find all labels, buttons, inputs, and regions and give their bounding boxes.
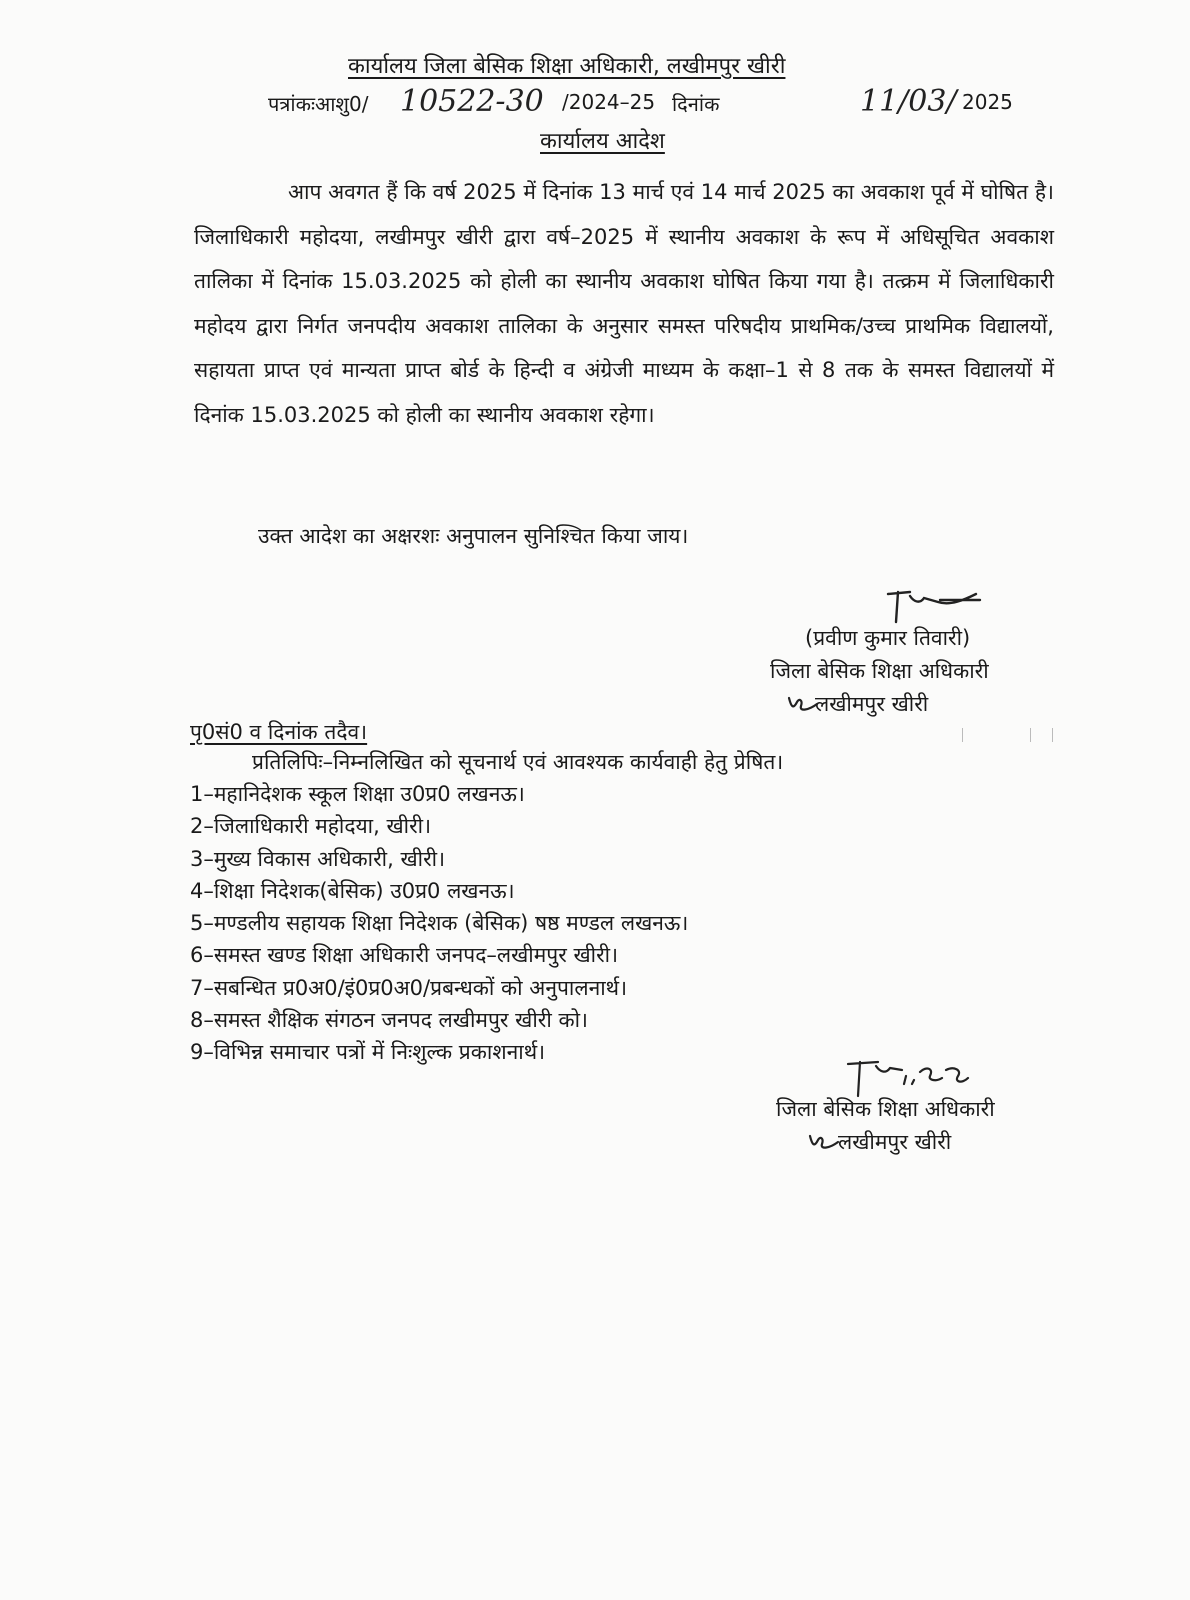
ref-year: /2024–25 (562, 90, 656, 114)
list-item: 6–समस्त खण्ड शिक्षा अधिकारी जनपद–लखीमपुर खीरी। (190, 943, 619, 968)
officer-place-row-2 (838, 1126, 995, 1159)
ref-number-handwritten: 10522-30 (400, 84, 544, 119)
initial-mark-icon (806, 1130, 840, 1154)
copy-intro: प्रतिलिपिः–निम्नलिखित को सूचनार्थ एवं आवश्यक कार्यवाही हेतु प्रेषित। (252, 750, 784, 774)
officer-designation-2: जिला बेसिक शिक्षा अधिकारी (776, 1097, 995, 1121)
list-item: 4–शिक्षा निदेशक(बेसिक) उ0प्र0 लखनऊ। (190, 878, 515, 903)
office-heading: कार्यालय जिला बेसिक शिक्षा अधिकारी, लखीमपुर खीरी (348, 54, 786, 79)
date-year: 2025 (962, 90, 1013, 114)
list-item: 3–मुख्य विकास अधिकारी, खीरी। (190, 846, 446, 871)
reference-line (268, 84, 1028, 124)
scan-mark (962, 728, 963, 742)
officer-place: लखीमपुर खीरी (815, 692, 929, 716)
date-handwritten: 11/03/ (860, 84, 957, 119)
list-item: 9–विभिन्न समाचार पत्रों में निःशुल्क प्रकाशनार्थ। (190, 1040, 546, 1065)
signature-block-1 (770, 622, 989, 721)
ref-prefix: पत्रांकःआशु0/ (268, 92, 369, 116)
initial-mark-icon (785, 692, 819, 716)
officer-place-row (815, 688, 989, 721)
date-label: दिनांक (672, 92, 720, 116)
list-item: 1–महानिदेशक स्कूल शिक्षा उ0प्र0 लखनऊ। (190, 782, 525, 806)
compliance-line: उक्त आदेश का अक्षरशः अनुपालन सुनिश्चित किया जाय। (258, 524, 689, 548)
officer-name: (प्रवीण कुमार तिवारी) (805, 626, 971, 650)
copy-reference: पृ0सं0 व दिनांक तदैव। (190, 720, 368, 744)
scan-mark (1052, 728, 1053, 742)
officer-place-2: लखीमपुर खीरी (838, 1130, 952, 1154)
signature-block-2 (776, 1093, 995, 1159)
copy-recipient-list (190, 778, 688, 1069)
list-item: 8–समस्त शैक्षिक संगठन जनपद लखीमपुर खीरी को। (190, 1008, 589, 1033)
list-item: 5–मण्डलीय सहायक शिक्षा निदेशक (बेसिक) षष्ठ मण्डल लखनऊ। (190, 911, 689, 936)
scan-mark (1030, 728, 1031, 742)
officer-designation: जिला बेसिक शिक्षा अधिकारी (770, 659, 989, 683)
order-title: कार्यालय आदेश (540, 129, 665, 154)
order-paragraph: आप अवगत हैं कि वर्ष 2025 में दिनांक 13 मार्च एवं 14 मार्च 2025 का अवकाश पूर्व में घोषित है। जिलाधिकारी महोदया, लखीमपुर खीरी द्वारा वर्ष–2025 में स्थानीय अवकाश के रूप में अधिसूचित अवकाश तालिका में दिनांक 15.03.2025 को होली का स्थानीय अवकाश घोषित किया गया है। तत्क्रम में जिलाधिकारी महोदय द्वारा निर्गत जनपदीय अवकाश तालिका के अनुसार समस्त परिषदीय प्राथमिक/उच्च प्राथमिक विद्यालयों, सहायता प्राप्त एवं मान्यता प्राप्त बोर्ड के हिन्दी व अंग्रेजी माध्यम के कक्षा–1 से 8 तक के समस्त विद्यालयों में दिनांक 15.03.2025 को होली का स्थानीय अवकाश रहेगा। (194, 180, 1054, 427)
list-item: 7–सबन्धित प्र0अ0/इं0प्र0अ0/प्रबन्धकों को अनुपालनार्थ। (190, 975, 628, 1000)
signature-scribble-1 (880, 582, 990, 626)
list-item: 2–जिलाधिकारी महोदया, खीरी। (190, 814, 432, 839)
